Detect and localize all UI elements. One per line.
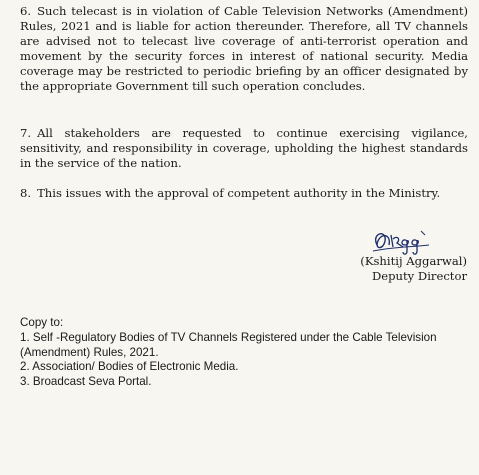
paragraph-text: Such telecast is in violation of Cable Television Networks (Amendment) Rules, 2021 and is liable for action thereunder. Therefore, all TV channels are advised not to telecast live coverage of anti-terrorist operation and movement by the security forces in interest of national security. Media coverage may be restricted to periodic briefing by an officer designated by the appropriate Government till such operation concludes. [20, 4, 468, 93]
paragraph-number: 7. [20, 126, 32, 140]
paragraph-number: 8. [20, 186, 32, 200]
signatory-block [360, 254, 467, 284]
paragraph-number: 6. [20, 4, 32, 18]
copy-to-list [20, 316, 470, 390]
paragraph-text: All stakeholders are requested to continue exercising vigilance, sensitivity, and responsibility in coverage, upholding the highest standards in the service of the nation. [20, 126, 468, 170]
copy-to-item: 1. Self -Regulatory Bodies of TV Channels Registered under the Cable Television (Amendment) Rules, 2021. [20, 330, 437, 359]
paragraph-text: This issues with the approval of competent authority in the Ministry. [37, 186, 441, 200]
paragraph-7 [20, 126, 468, 171]
signatory-designation: Deputy Director [371, 269, 467, 283]
signatory-name: (Kshitij Aggarwal) [360, 254, 467, 268]
paragraph-8 [20, 186, 468, 201]
copy-to-item: 3. Broadcast Seva Portal. [20, 375, 152, 389]
paragraph-6 [20, 4, 468, 94]
copy-to-heading: Copy to: [20, 316, 64, 329]
copy-to-item: 2. Association/ Bodies of Electronic Media. [20, 360, 239, 374]
